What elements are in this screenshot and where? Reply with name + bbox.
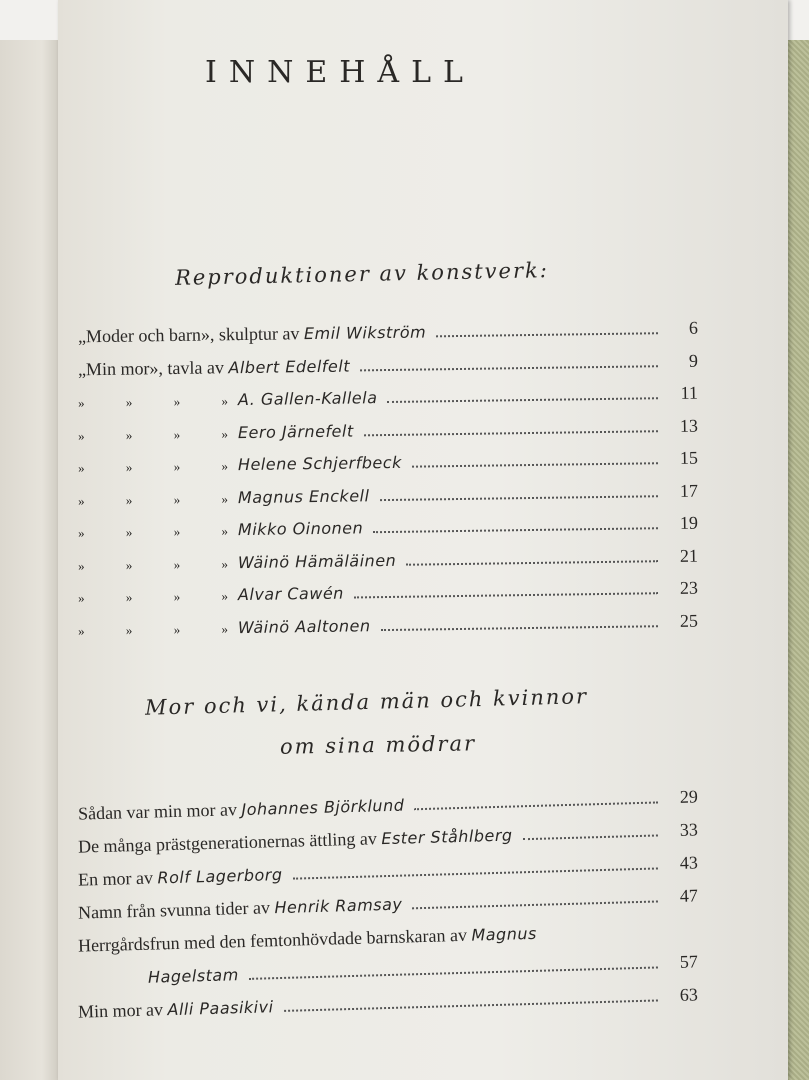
ditto-mark: »	[125, 622, 133, 638]
ditto-mark: »	[173, 556, 181, 572]
page-number: 6	[688, 317, 699, 338]
entry-author: Henrik Ramsay	[274, 894, 403, 918]
entry-author: Alvar Cawén	[237, 583, 344, 605]
page-number: 25	[679, 610, 699, 631]
page-number: 63	[679, 984, 699, 1005]
entry-author: Johannes Björklund	[241, 795, 405, 820]
leader-dots	[360, 365, 658, 371]
page-number: 17	[679, 480, 699, 501]
ditto-marks	[78, 458, 238, 476]
ditto-mark: »	[221, 555, 229, 571]
entry-title	[78, 321, 426, 347]
entry-author: Hagelstam	[147, 965, 240, 987]
entry-author: Ester Ståhlberg	[381, 825, 513, 849]
leader-dots	[380, 495, 658, 501]
section-heading-artworks: Reproduktioner av konstverk:	[174, 258, 550, 290]
leader-dots	[354, 592, 658, 598]
leader-dots	[381, 625, 658, 631]
ditto-mark: »	[173, 523, 181, 539]
entry-author: Magnus Enckell	[237, 485, 370, 507]
leader-dots	[284, 999, 658, 1011]
ditto-mark: »	[221, 490, 229, 506]
ditto-mark: »	[125, 557, 133, 573]
entry-text: De många prästgenerationernas ättling av	[77, 828, 378, 857]
ditto-mark: »	[221, 393, 229, 409]
ditto-mark: »	[125, 394, 133, 410]
ditto-mark: »	[173, 621, 181, 637]
leader-dots	[364, 430, 658, 436]
left-page-edge	[0, 40, 60, 1080]
entry-title	[238, 452, 402, 475]
page-number: 13	[679, 415, 699, 436]
entry-author: Mikko Oinonen	[237, 518, 364, 540]
ditto-mark: »	[173, 458, 181, 474]
ditto-marks	[78, 621, 238, 639]
entry-title	[238, 485, 370, 508]
ditto-mark: »	[173, 588, 181, 604]
leader-dots	[436, 332, 658, 337]
entry-title	[238, 615, 371, 638]
entry-author: Helene Schjerfbeck	[237, 452, 402, 475]
leader-dots	[414, 801, 658, 810]
entry-author: Rolf Lagerborg	[157, 864, 283, 888]
ditto-mark: »	[125, 492, 133, 508]
entry-title	[78, 964, 239, 989]
ditto-marks	[78, 523, 238, 541]
ditto-marks	[78, 393, 238, 411]
entry-text: „Moder och barn», skulptur av	[77, 323, 300, 347]
page-number: 9	[688, 350, 699, 371]
entry-text: Herrgårdsfrun med den femtonhövdade barnskaran av	[77, 924, 468, 956]
ditto-mark: »	[77, 525, 85, 541]
section-heading-mothers-line2: om sina mödrar	[279, 731, 477, 759]
ditto-mark: »	[221, 425, 229, 441]
page-number: 11	[680, 382, 699, 403]
page-number: 57	[679, 951, 699, 972]
ditto-mark: »	[77, 590, 85, 606]
ditto-mark: »	[221, 620, 229, 636]
ditto-mark: »	[221, 458, 229, 474]
entry-title	[238, 387, 378, 410]
ditto-mark: »	[125, 524, 133, 540]
page-title: INNEHÅLL	[205, 55, 475, 90]
page-number: 47	[679, 885, 699, 906]
ditto-mark: »	[221, 588, 229, 604]
entry-author: A. Gallen-Kallela	[237, 388, 378, 410]
leader-dots	[293, 867, 658, 879]
ditto-mark: »	[173, 491, 181, 507]
entry-text: En mor av	[77, 867, 154, 890]
page-number: 29	[679, 786, 699, 807]
ditto-marks	[78, 556, 238, 574]
ditto-mark: »	[77, 460, 85, 476]
page-number: 43	[679, 852, 699, 873]
entry-author: Eero Järnefelt	[237, 420, 354, 442]
entry-title	[78, 996, 274, 1022]
ditto-mark: »	[173, 426, 181, 442]
page-number: 21	[679, 545, 699, 566]
entry-title	[238, 583, 344, 605]
entry-text: „Min mor», tavla av	[77, 356, 225, 379]
leader-dots	[406, 560, 658, 566]
leader-dots	[412, 462, 658, 467]
leader-dots	[249, 966, 658, 979]
ditto-mark: »	[125, 427, 133, 443]
entry-author: Magnus	[471, 923, 538, 945]
ditto-mark: »	[77, 427, 85, 443]
entry-title	[78, 864, 283, 891]
entry-title	[238, 517, 364, 540]
ditto-mark: »	[77, 557, 85, 573]
leader-dots	[523, 834, 658, 840]
entry-text: Namn från svunna tider av	[77, 897, 271, 923]
entry-author: Wäinö Hämäläinen	[237, 550, 397, 572]
page-number: 15	[679, 447, 699, 468]
entry-author: Wäinö Aaltonen	[237, 615, 371, 637]
book-cover-cloth	[787, 40, 809, 1080]
entry-author: Alli Paasikivi	[167, 997, 274, 1020]
entry-title	[238, 549, 397, 572]
leader-dots	[412, 900, 658, 909]
leader-dots	[373, 527, 658, 533]
ditto-marks	[78, 588, 238, 606]
ditto-mark: »	[173, 393, 181, 409]
ditto-marks	[78, 426, 238, 444]
entry-text: Sådan var min mor av	[77, 799, 238, 824]
page-number: 23	[679, 577, 699, 598]
ditto-mark: »	[77, 622, 85, 638]
ditto-mark: »	[77, 492, 85, 508]
entry-author: Albert Edelfelt	[228, 356, 351, 377]
entry-text: Min mor av	[77, 999, 164, 1022]
entry-title	[238, 420, 354, 443]
ditto-mark: »	[221, 523, 229, 539]
ditto-marks	[78, 491, 238, 509]
page-number: 19	[679, 512, 699, 533]
section-heading-mothers: Mor och vi, kända män och kvinnor	[144, 684, 589, 720]
leader-dots	[387, 397, 658, 403]
page-number: 33	[679, 819, 699, 840]
entry-title	[78, 355, 350, 380]
ditto-mark: »	[125, 459, 133, 475]
ditto-mark: »	[77, 395, 85, 411]
page-number	[668, 934, 698, 935]
entry-author: Emil Wikström	[303, 322, 427, 344]
ditto-mark: »	[125, 589, 133, 605]
